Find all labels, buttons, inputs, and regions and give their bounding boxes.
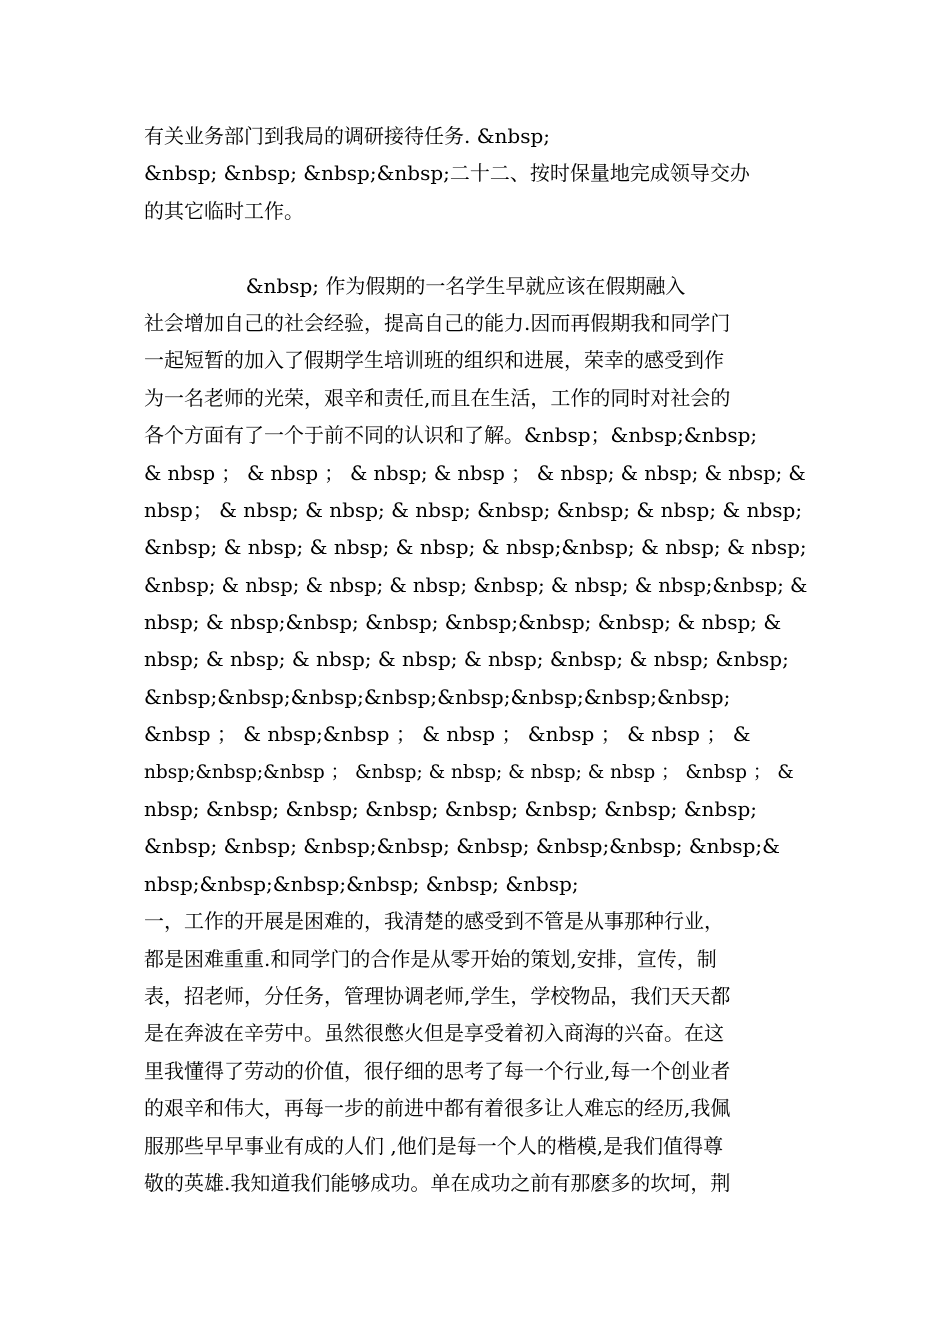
text-line: 服那些早早事业有成的人们 ,他们是每一个人的楷模,是我们值得尊 [144,1133,724,1158]
nbsp-line: nbsp; & nbsp;&nbsp; &nbsp; &nbsp;&nbsp; &nbsp; & nbsp; & [144,610,782,635]
text-line: 为一名老师的光荣，艰辛和责任,而且在生活，工作的同时对社会的 [144,385,731,410]
nbsp-line: & nbsp ； & nbsp ； & nbsp; & nbsp ； & nbsp; & nbsp; & nbsp; & [144,461,806,485]
text-line: 各个方面有了一个于前不同的认识和了解。&nbsp；&nbsp;&nbsp; [144,423,758,448]
text-line: 敬的英雄.我知道我们能够成功。单在成功之前有那麽多的坎坷，荆 [144,1170,731,1195]
nbsp-line: nbsp； & nbsp; & nbsp; & nbsp; &nbsp; &nbsp; & nbsp; & nbsp; [144,497,803,522]
paragraph-indent-line: &nbsp; 作为假期的一名学生早就应该在假期融入 [144,273,686,298]
text-line: 一起短暂的加入了假期学生培训班的组织和进展，荣幸的感受到作 [144,348,724,373]
nbsp-line: &nbsp; & nbsp; & nbsp; & nbsp; & nbsp;&nbsp; & nbsp; & nbsp; [144,535,807,560]
text-line: 都是困难重重.和同学门的合作是从零开始的策划,安排，宣传，制 [144,946,717,971]
text-line: 社会增加自己的社会经验，提高自己的能力.因而再假期我和同学门 [144,310,731,335]
nbsp-line: &nbsp; & nbsp; & nbsp; & nbsp; &nbsp; & nbsp; & nbsp;&nbsp; & [144,573,808,597]
text-line: 一，工作的开展是困难的，我清楚的感受到不管是从事那种行业， [144,909,724,934]
text-line: 里我懂得了劳动的价值，很仔细的思考了每一个行业,每一个创业者 [144,1058,731,1083]
nbsp-line: nbsp;&nbsp;&nbsp;&nbsp; &nbsp; &nbsp; [144,871,579,896]
document-page [144,118,808,1202]
text-line: 表，招老师，分任务，管理协调老师,学生，学校物品，我们天天都 [144,983,731,1008]
text-line: 的艰辛和伟大，再每一步的前进中都有着很多让人难忘的经历,我佩 [144,1096,731,1121]
text-line: 的其它临时工作。 [144,198,304,223]
nbsp-line: &nbsp ； & nbsp;&nbsp ； & nbsp ； &nbsp ； & nbsp ； & [144,722,751,747]
nbsp-line: &nbsp;&nbsp;&nbsp;&nbsp;&nbsp;&nbsp;&nbsp;&nbsp; [144,684,731,709]
text-line: 是在奔波在辛劳中。虽然很憋火但是享受着初入商海的兴奋。在这 [144,1021,724,1046]
blank-line [144,230,808,267]
nbsp-line: nbsp; & nbsp; & nbsp; & nbsp; & nbsp; &nbsp; & nbsp; &nbsp; [144,647,789,672]
nbsp-line: &nbsp; &nbsp; &nbsp;&nbsp; &nbsp; &nbsp;&nbsp; &nbsp;& [144,834,780,859]
text-line: 有关业务部门到我局的调研接待任务. &nbsp; [144,124,551,148]
text-line: &nbsp; &nbsp; &nbsp;&nbsp;二十二、按时保量地完成领导交办 [144,161,750,186]
nbsp-line: nbsp;&nbsp;&nbsp ； &nbsp; & nbsp; & nbsp; & nbsp ； &nbsp ； & [144,761,794,783]
nbsp-line: nbsp; &nbsp; &nbsp; &nbsp; &nbsp; &nbsp; &nbsp; &nbsp; [144,797,758,822]
